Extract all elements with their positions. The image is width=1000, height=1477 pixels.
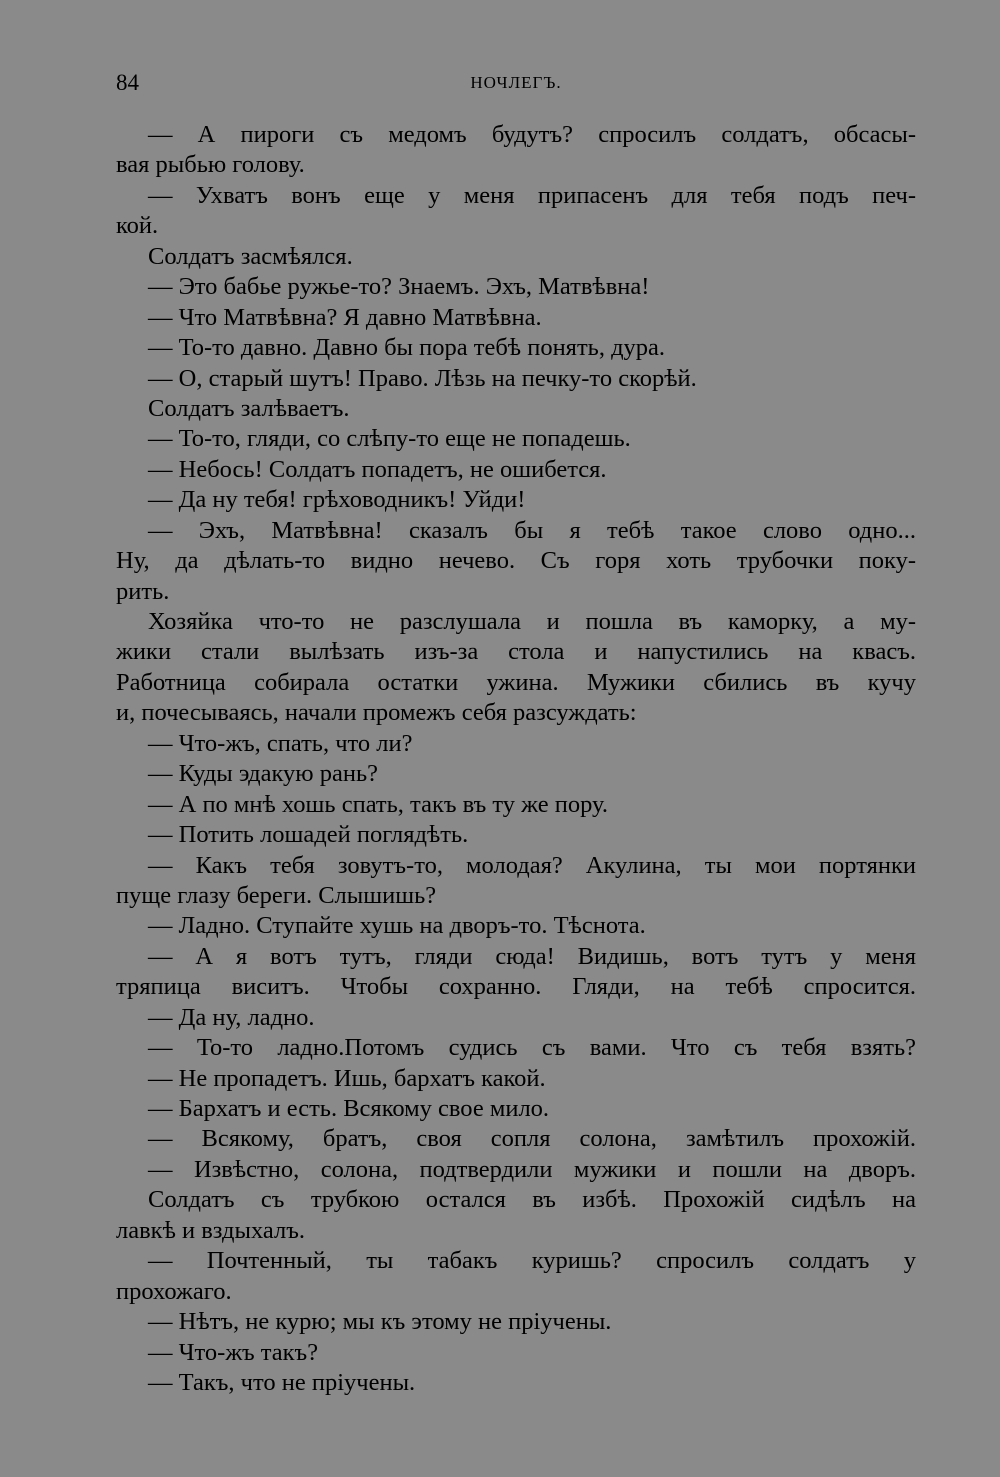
text-line: — Да ну тебя! грѣховодникъ! Уйди! bbox=[148, 486, 526, 514]
text-line: — Такъ, что не пріучены. bbox=[148, 1368, 416, 1396]
text-line: Солдатъ залѣваетъ. bbox=[148, 394, 350, 422]
body-text bbox=[116, 120, 916, 1398]
text-line: прохожаго. bbox=[116, 1277, 232, 1305]
page-header bbox=[116, 70, 916, 100]
text-line: — А пироги съ медомъ будутъ? спросилъ солдатъ, обсасы- bbox=[148, 121, 916, 148]
text-line: — То-то ладно.Потомъ судись съ вами. Что съ тебя взять? bbox=[148, 1034, 916, 1062]
text-line: Солдатъ съ трубкою остался въ избѣ. Прохожій сидѣлъ на bbox=[148, 1186, 916, 1214]
text-line: — Да ну, ладно. bbox=[148, 1003, 315, 1031]
text-line: — О, старый шутъ! Право. Лѣзь на печку-то скорѣй. bbox=[148, 364, 697, 392]
text-line: — Какъ тебя зовутъ-то, молодая? Акулина, ты мои портянки bbox=[148, 851, 916, 879]
text-line: — Извѣстно, солона, подтвердили мужики и пошли на дворъ. bbox=[148, 1155, 916, 1183]
text-line: Работница собирала остатки ужина. Мужики сбились въ кучу bbox=[116, 668, 916, 696]
text-line: — Небось! Солдатъ попадетъ, не ошибется. bbox=[148, 455, 607, 483]
text-line: — Что Матвѣвна? Я давно Матвѣвна. bbox=[148, 303, 542, 331]
text-line: — Потить лошадей поглядѣть. bbox=[148, 821, 469, 849]
text-line: Ну, да дѣлать-то видно нечево. Съ горя хоть трубочки поку- bbox=[116, 547, 916, 575]
text-line: — Куды эдакую рань? bbox=[148, 760, 378, 788]
text-line: лавкѣ и вздыхалъ. bbox=[116, 1216, 306, 1244]
text-line: жики стали вылѣзать изъ-за стола и напустились на квасъ. bbox=[116, 638, 916, 666]
text-line: — Ухватъ вонъ еще у меня припасенъ для тебя подъ печ- bbox=[148, 181, 916, 209]
text-line: Хозяйка что-то не разслушала и пошла въ каморку, а му- bbox=[148, 608, 916, 635]
text-line: — Что-жъ, спать, что ли? bbox=[148, 729, 413, 757]
text-line: — Ладно. Ступайте хушь на дворъ-то. Тѣснота. bbox=[148, 912, 646, 940]
page-number: 84 bbox=[116, 70, 139, 95]
text-line: — Всякому, братъ, своя сопля солона, замѣтилъ прохожій. bbox=[148, 1125, 916, 1153]
text-line: — То-то, гляди, со слѣпу-то еще не попадешь. bbox=[148, 425, 631, 453]
text-line: — Нѣтъ, не курю; мы къ этому не пріучены. bbox=[148, 1308, 612, 1336]
text-line: — Бархатъ и есть. Всякому свое мило. bbox=[148, 1095, 550, 1122]
text-line: Солдатъ засмѣялся. bbox=[148, 242, 353, 270]
text-line: рить. bbox=[116, 577, 170, 605]
text-line: — То-то давно. Давно бы пора тебѣ понять, дура. bbox=[148, 334, 666, 362]
text-line: — Что-жъ такъ? bbox=[148, 1338, 319, 1366]
running-title: НОЧЛЕГЪ. bbox=[470, 73, 562, 92]
text-line: кой. bbox=[116, 212, 159, 240]
text-line: — А по мнѣ хошь спать, такъ въ ту же пору. bbox=[148, 790, 608, 818]
text-line: и, почесываясь, начали промежъ себя разсуждать: bbox=[116, 699, 637, 727]
text-line: — Не пропадетъ. Ишь, бархатъ какой. bbox=[148, 1064, 546, 1092]
text-line: — Эхъ, Матвѣвна! сказалъ бы я тебѣ такое слово одно... bbox=[148, 516, 916, 544]
text-line: пуще глазу береги. Слышишь? bbox=[116, 881, 437, 909]
text-line: тряпица виситъ. Чтобы сохранно. Гляди, на тебѣ спросится. bbox=[116, 973, 916, 1001]
text-line: вая рыбью голову. bbox=[116, 151, 305, 179]
text-line: — Почтенный, ты табакъ куришь? спросилъ солдатъ у bbox=[148, 1247, 916, 1275]
text-line: — А я вотъ тутъ, гляди сюда! Видишь, вотъ тутъ у меня bbox=[148, 942, 916, 970]
text-line: — Это бабье ружье-то? Знаемъ. Эхъ, Матвѣвна! bbox=[148, 273, 650, 301]
